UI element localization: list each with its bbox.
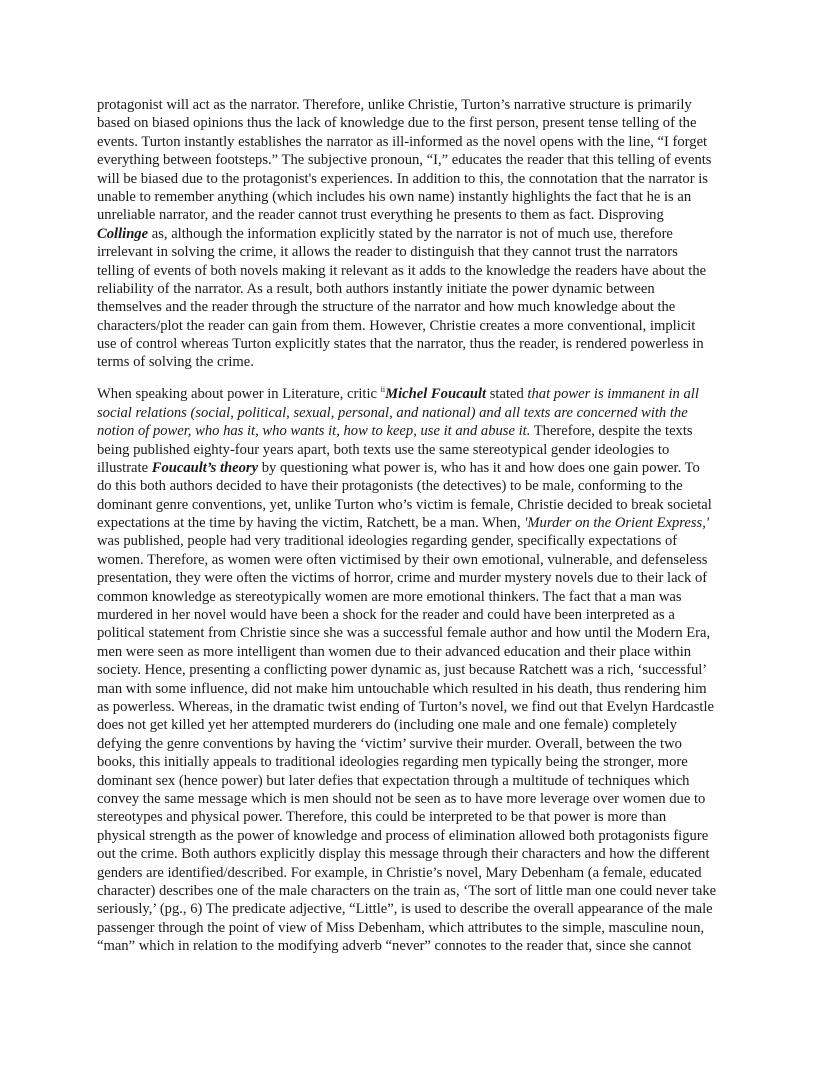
text-segment: unreliable narrator, and the reader cannot trust everything he presents to them as fact. Disproving xyxy=(97,207,664,224)
text-line xyxy=(97,772,757,790)
text-line xyxy=(97,569,757,587)
text-line xyxy=(97,790,757,808)
text-line xyxy=(97,206,757,224)
text-line xyxy=(97,661,757,679)
text-line xyxy=(97,532,757,550)
text-segment: Michel Foucault xyxy=(385,386,487,403)
text-segment: will be biased due to the protagonist's experiences. In addition to this, the connotation that the narrator is xyxy=(97,170,708,187)
text-segment: convey the same message which is men should not be seen as to have more leverage over women due to xyxy=(97,790,706,807)
text-line xyxy=(97,496,757,514)
text-line xyxy=(97,845,757,863)
text-line xyxy=(97,753,757,771)
text-segment: stereotypes and physical power. Therefore, this could be interpreted to be that power is more than xyxy=(97,809,667,826)
text-line xyxy=(97,716,757,734)
text-line xyxy=(97,459,757,477)
text-segment: characters/plot the reader can gain from them. However, Christie creates a more conventional, implicit xyxy=(97,317,696,334)
text-segment: When speaking about power in Literature, critic xyxy=(97,386,381,403)
text-line xyxy=(97,735,757,753)
text-segment: stated xyxy=(486,386,528,403)
text-segment: use of control whereas Turton explicitly states that the narrator, thus the reader, is rendered powerless in xyxy=(97,336,704,353)
paragraph-2 xyxy=(97,385,757,955)
text-segment: defying the genre conventions by having the ‘victim’ survive their murder. Overall, between the two xyxy=(97,735,682,752)
text-line xyxy=(97,151,757,169)
text-line xyxy=(97,225,757,243)
text-segment: Foucault’s theory xyxy=(151,459,259,476)
text-segment: everything between footsteps.” The subjective pronoun, “I,” educates the reader that this telling of events xyxy=(97,152,712,169)
text-segment: presentation, they were often the victims of horror, crime and murder mystery novels due to their lack of xyxy=(97,570,708,587)
text-line xyxy=(97,827,757,845)
text-line xyxy=(97,133,757,151)
text-line xyxy=(97,937,757,955)
text-segment: books, this initially appeals to traditional ideologies regarding men typically being the stronger, more xyxy=(97,754,688,771)
text-line xyxy=(97,606,757,624)
text-line xyxy=(97,680,757,698)
text-segment: irrelevant in solving the crime, it allows the reader to distinguish that they cannot trust the narrators xyxy=(97,244,678,261)
text-segment: Collinge xyxy=(97,225,149,242)
text-line xyxy=(97,317,757,335)
text-segment: physical strength as the power of knowledge and process of elimination allowed both protagonists figure xyxy=(97,827,709,844)
text-line xyxy=(97,698,757,716)
text-segment: women. Therefore, as women were often victimised by their own emotional, vulnerable, and defenseless xyxy=(97,551,708,568)
text-line xyxy=(97,919,757,937)
text-segment: was published, people had very traditional ideologies regarding gender, specifically expectations of xyxy=(97,533,678,550)
text-segment: men were seen as more intelligent than women due to their advanced education and their place within xyxy=(97,643,692,660)
text-segment: do this both authors decided to have their protagonists (the detectives) to be male, conforming to the xyxy=(97,478,683,495)
text-line xyxy=(97,114,757,132)
text-segment: political statement from Christie since she was a successful female author and how until the Modern Era, xyxy=(97,625,711,642)
text-segment: illustrate xyxy=(97,459,152,476)
text-line xyxy=(97,882,757,900)
text-segment: 'Murder on the Orient Express,' xyxy=(524,515,709,532)
text-segment: events. Turton instantly establishes the narrator as ill-informed as the novel opens with the line, “I forget xyxy=(97,133,708,150)
text-line xyxy=(97,477,757,495)
text-line xyxy=(97,422,757,440)
text-line xyxy=(97,385,757,403)
text-segment: genders are identified/described. For example, in Christie’s novel, Mary Debenham (a female, educated xyxy=(97,864,702,881)
text-line xyxy=(97,280,757,298)
text-segment: based on biased opinions thus the lack of knowledge due to the first person, present tense telling of the xyxy=(97,115,697,132)
text-segment: reliability of the narrator. As a result, both authors instantly initiate the power dynamic between xyxy=(97,280,655,297)
text-segment: being published eighty-four years apart, both texts use the same stereotypical gender ideologies to xyxy=(97,441,670,458)
text-line xyxy=(97,441,757,459)
text-line xyxy=(97,335,757,353)
text-line xyxy=(97,864,757,882)
paragraph-1 xyxy=(97,96,757,372)
text-line xyxy=(97,243,757,261)
text-segment: out the crime. Both authors explicitly display this message through their characters and how the different xyxy=(97,846,710,863)
text-segment: notion of power, who has it, who wants it, how to keep, use it and abuse it. xyxy=(97,423,531,440)
text-segment: by questioning what power is, who has it and how does one gain power. To xyxy=(258,459,700,476)
text-segment: telling of events of both novels making it relevant as it adds to the knowledge the readers have about the xyxy=(97,262,707,279)
text-segment: dominant genre conventions, yet, unlike Turton who’s victim is female, Christie decided to break societal xyxy=(97,496,712,513)
text-line xyxy=(97,298,757,316)
text-line xyxy=(97,514,757,532)
text-line xyxy=(97,262,757,280)
text-segment: man with some influence, did not make him untouchable which resulted in his death, thus rendering him xyxy=(97,680,707,697)
footnote-marker: ii xyxy=(380,385,386,395)
text-line xyxy=(97,170,757,188)
text-line xyxy=(97,808,757,826)
text-segment: “man” which in relation to the modifying adverb “never” connotes to the reader that, since she cannot xyxy=(97,938,692,955)
text-line xyxy=(97,188,757,206)
text-segment: that power is immanent in all xyxy=(527,386,699,403)
text-segment: passenger through the point of view of Miss Debenham, which attributes to the simple, masculine noun, xyxy=(97,919,705,936)
text-segment: unable to remember anything (which includes his own name) instantly highlights the fact that he is an xyxy=(97,188,692,205)
text-line xyxy=(97,96,757,114)
text-segment: as powerless. Whereas, in the dramatic twist ending of Turton’s novel, we find out that Evelyn Hardcastle xyxy=(97,699,714,715)
text-segment: seriously,’ (pg., 6) The predicate adjective, “Little”, is used to describe the overall appearance of the male xyxy=(97,901,713,918)
text-segment: does not get killed yet her attempted murderers do (including one male and one female) completely xyxy=(97,717,677,734)
text-line xyxy=(97,551,757,569)
text-segment: murdered in her novel would have been a shock for the reader and could have been interpreted as a xyxy=(97,607,675,624)
text-segment: Therefore, despite the texts xyxy=(530,423,693,440)
text-segment: society. Hence, presenting a conflicting power dynamic as, just because Ratchett was a rich, ‘successful’ xyxy=(97,662,708,679)
text-segment: social relations (social, political, sexual, personal, and national) and all texts are concerned with the xyxy=(97,404,688,421)
document-page xyxy=(97,96,757,969)
text-line xyxy=(97,900,757,918)
text-segment: protagonist will act as the narrator. Therefore, unlike Christie, Turton’s narrative structure is primarily xyxy=(97,97,692,113)
text-segment: character) describes one of the male characters on the train as, ‘The sort of little man one could never take xyxy=(97,882,717,899)
text-segment: expectations at the time by having the victim, Ratchett, be a man. When, xyxy=(97,515,525,532)
text-segment: as, although the information explicitly stated by the narrator is not of much use, therefore xyxy=(148,225,673,242)
text-segment: common knowledge as stereotypically women are more emotional thinkers. The fact that a man was xyxy=(97,588,682,605)
text-segment: terms of solving the crime. xyxy=(97,354,254,371)
text-line xyxy=(97,643,757,661)
text-segment: themselves and the reader through the structure of the narrator and how much knowledge about the xyxy=(97,299,676,316)
text-line xyxy=(97,588,757,606)
text-line xyxy=(97,624,757,642)
text-line xyxy=(97,353,757,371)
text-segment: dominant sex (hence power) but later defies that expectation through a multitude of techniques which xyxy=(97,772,690,789)
text-line xyxy=(97,404,757,422)
